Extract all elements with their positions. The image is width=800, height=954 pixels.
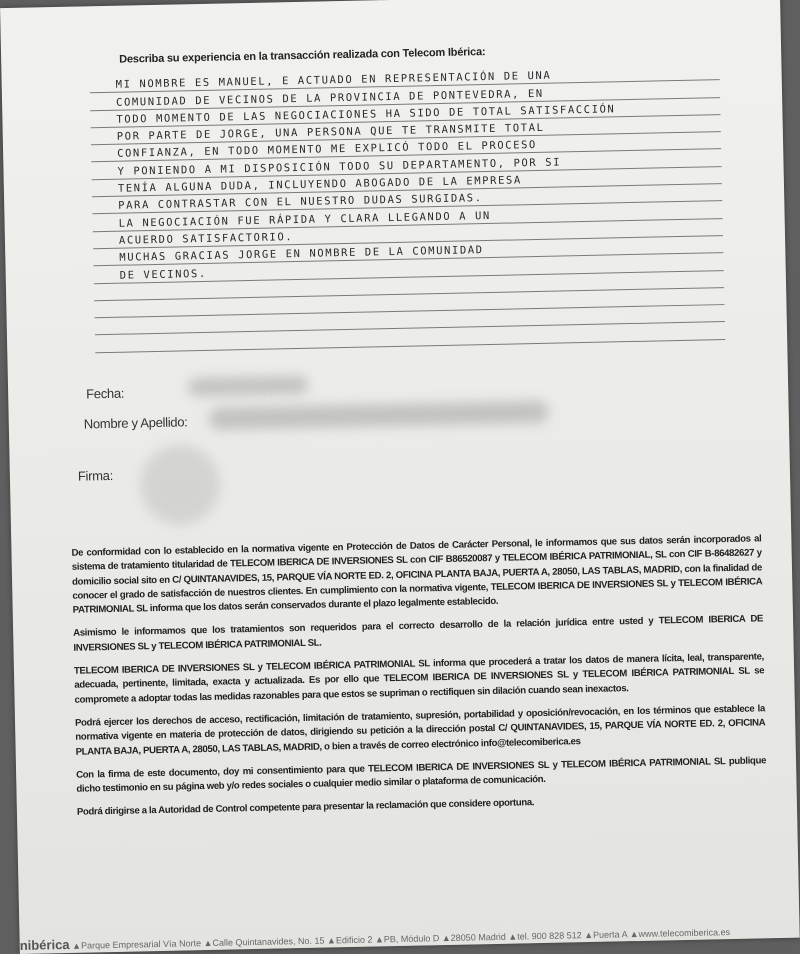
fecha-label: Fecha: bbox=[86, 385, 125, 402]
legal-paragraph: Podrá ejercer los derechos de acceso, rectificación, limitación de tratamiento, supresión, portabilidad y oposición/revocación, en los términos que establece la normativa vigente en materia de protección de datos, dirigiendo su petición a la dirección postal C/ QUINTANAVIDES, 15, PARQUE VÍA NORTE ED. 2, OFICINA PLANTA BAJA, PUERTA A, 28050, LAS TABLAS, MADRID, o bien a través de correo electrónico info@telecomiberica.es bbox=[74, 703, 766, 758]
nombre-label: Nombre y Apellido: bbox=[83, 414, 188, 432]
handwritten-text: TODO MOMENTO DE LAS NEGOCIACIONES HA SIDO DE TOTAL SATISFACCIÓN bbox=[116, 103, 616, 126]
handwritten-text: MI NOMBRE ES MANUEL, E ACTUADO EN REPRESENTACIÓN DE UNA bbox=[115, 69, 552, 92]
handwritten-text: ACUERDO SATISFACTORIO. bbox=[118, 231, 294, 247]
legal-paragraph: Asimismo le informamos que los tratamientos son requeridos para el correcto desarrollo de la relación jurídica entre usted y TELECOM IBERICA DE INVERSIONES SL y TELECOM IBÉRICA PATRIMONIAL SL. bbox=[73, 613, 764, 654]
handwritten-text: CONFIANZA, EN TODO MOMENTO ME EXPLICÓ TODO EL PROCESO bbox=[117, 139, 538, 161]
form-title: Describa su experiencia en la transacción realizada con Telecom Ibérica: bbox=[119, 46, 486, 66]
legal-paragraph: TELECOM IBERICA DE INVERSIONES SL y TELECOM IBÉRICA PATRIMONIAL SL informa que procederá a tratar los datos de manera lícita, leal, transparente, adecuada, pertinente, limitada, exacta y actualizada. Es por ello que TELECOM IBERICA DE INVERSIONES SL y TELECOM IBÉRICA PATRIMONIAL SL se compromete a adoptar todas las medidas razonables para que estos se supriman o rectifiquen sin dilación cuando sean inexactos. bbox=[73, 651, 765, 706]
legal-paragraph: Con la firma de este documento, doy mi consentimiento para que TELECOM IBERICA DE INVERSIONES SL y TELECOM IBÉRICA PATRIMONIAL SL publique dicho testimonio en su página web y/o redes sociales o cualquier medio similar o plataforma de comunicación. bbox=[76, 755, 767, 795]
legal-notice bbox=[71, 532, 767, 829]
footer-address: ▲Parque Empresarial Vía Norte ▲Calle Quintanavides, No. 15 ▲Edificio 2 ▲PB, Módulo D ▲28050 Madrid ▲tel. 900 828 512 ▲Puerta A ▲www.telecomiberica.es bbox=[72, 927, 731, 951]
handwritten-text: COMUNIDAD DE VECINOS DE LA PROVINCIA DE PONTEVEDRA, EN bbox=[115, 87, 544, 109]
page-footer bbox=[20, 922, 800, 954]
redacted-date bbox=[188, 376, 308, 397]
handwritten-text: LA NEGOCIACIÓN FUE RÁPIDA Y CLARA LLEGANDO A UN bbox=[118, 209, 491, 230]
handwritten-area bbox=[90, 63, 726, 353]
legal-paragraph: Podrá dirigirse a la Autoridad de Control competente para presentar la reclamación que considere oportuna. bbox=[76, 797, 535, 819]
legal-paragraph: De conformidad con lo establecido en la normativa vigente en Protección de Datos de Carácter Personal, le informamos que sus datos serán incorporados al sistema de tratamiento titularidad de TELECOM IBERICA DE INVERSIONES SL con CIF B86520087 y TELECOM IBÉRICA PATRIMONIAL, SL con CIF B-86482627 y domicilio social sito en C/ QUINTANAVIDES, 15, PARQUE VÍA NORTE ED. 2, OFICINA PLANTA BAJA, PUERTA A, 28050, LAS TABLAS, MADRID, con la finalidad de conocer el grado de satisfacción de nuestros clientes. En cumplimiento con la normativa vigente, TELECOM IBERICA DE INVERSIONES SL y TELECOM IBÉRICA PATRIMONIAL SL informa que los datos serán conservados durante el plazo legalmente establecido. bbox=[71, 533, 763, 616]
handwritten-text: PARA CONTRASTAR CON EL NUESTRO DUDAS SURGIDAS. bbox=[118, 192, 483, 213]
handwritten-text: POR PARTE DE JORGE, UNA PERSONA QUE TE TRANSMITE TOTAL bbox=[116, 121, 545, 143]
handwritten-text: DE VECINOS. bbox=[119, 267, 207, 282]
firma-label: Firma: bbox=[77, 467, 114, 484]
redacted-signature bbox=[139, 444, 221, 526]
handwritten-text: Y PONIENDO A MI DISPOSICIÓN TODO SU DEPARTAMENTO, POR SI bbox=[117, 156, 562, 178]
handwritten-text: MUCHAS GRACIAS JORGE EN NOMBRE DE LA COMUNIDAD bbox=[119, 244, 484, 264]
footer-brand: nibérica bbox=[19, 936, 70, 953]
handwritten-text: TENÍA ALGUNA DUDA, INCLUYENDO ABOGADO DE LA EMPRESA bbox=[117, 174, 522, 195]
redacted-name bbox=[209, 401, 549, 430]
